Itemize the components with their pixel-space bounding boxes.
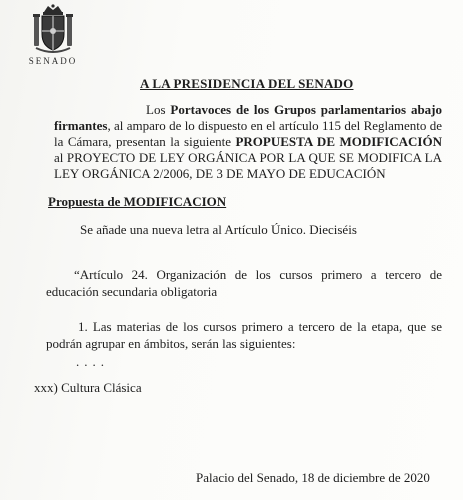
ellipsis: .... [76,354,109,369]
article-text: “Artículo 24. Organización de los cursos primero a tercero de educación secundaria obligatoria [46,267,442,299]
senate-label: SENADO [28,56,78,66]
intro-lead: Los [146,102,166,117]
intro-text-2: al PROYECTO DE LEY ORGÁNICA POR LA QUE SE MODIFICA LA LEY ORGÁNICA 2/2006, DE 3 DE MAYO DE EDUCACIÓN [54,150,442,181]
coat-of-arms-icon [30,4,76,56]
place-date-line: Palacio del Senado, 18 de diciembre de 2020 [196,470,430,485]
intro-bold-signatories: Portavoces de los Grupos parlamentarios abajo firmantes [54,102,442,133]
article-paragraph [46,266,442,300]
item-paragraph [46,318,442,352]
added-letter-line: Se añade una nueva letra al Artículo Único. Dieciséis [80,222,357,237]
intro-bold-proposal: PROPUESTA DE MODIFICACIÓN [235,134,442,149]
document-heading: A LA PRESIDENCIA DEL SENADO [140,76,354,91]
intro-paragraph [54,102,442,182]
intro-text-1: , al amparo de lo dispuesto en el artículo 115 del Reglamento de la Cámara, presentan la siguiente [54,118,442,149]
section-heading: Propuesta de MODIFICACION [48,194,227,209]
cultura-line: xxx) Cultura Clásica [34,380,142,395]
item-text: 1. Las materias de los cursos primero a tercero de la etapa, que se podrán agrupar en ámbitos, serán las siguientes: [46,319,442,351]
